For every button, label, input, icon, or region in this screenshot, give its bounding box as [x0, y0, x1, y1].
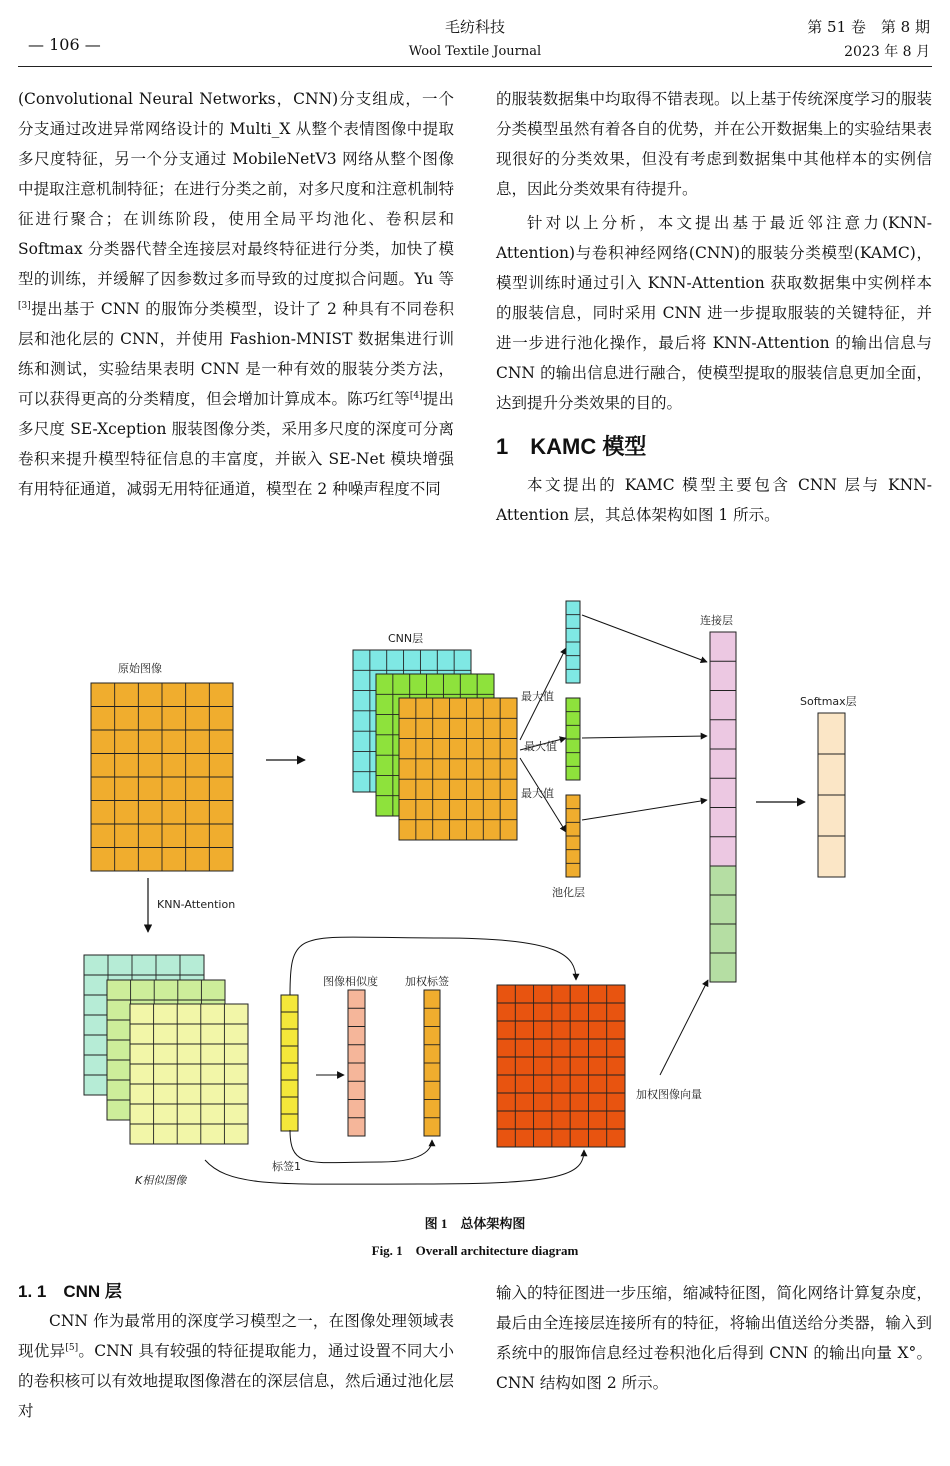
- right-paragraph-3: 本文提出的 KAMC 模型主要包含 CNN 层与 KNN-Attention 层，其总体架构如图 1 所示。: [496, 476, 932, 524]
- section-1-1-left-paragraph: [18, 1306, 454, 1426]
- softmax-layer-label: Softmax层: [800, 695, 857, 708]
- right-column-top: [496, 84, 932, 530]
- section-1-1-right-paragraph: 输入的特征图进一步压缩，缩减特征图，简化网络计算复杂度，最后由全连接层连接所有的特征，将输出值送给分类器，输入到系统中的服饰信息经过卷积池化后得到 CNN 的输出向量 X°。CNN 结构如图 2 所示。: [496, 1284, 932, 1392]
- section-heading-1-1: 1. 1 CNN 层: [18, 1282, 122, 1301]
- pooled-vector-cyan: [566, 601, 580, 683]
- max-value-label-2: 最大值: [524, 740, 557, 753]
- arrow-pool1-to-concat: [582, 615, 707, 662]
- architecture-diagram: [0, 592, 950, 1204]
- label1-label: 标签1: [272, 1160, 301, 1173]
- pooling-layer-label: 池化层: [552, 886, 585, 899]
- left-paragraph: [18, 84, 454, 504]
- citation-4: [4]: [409, 391, 423, 401]
- weighted-label-label: 加权标签: [405, 975, 449, 988]
- left-text-3: 提出多尺度 SE-Xception 服装图像分类，采用多尺度的深度可分离卷积来提升模型特征信息的丰富度，并嵌入 SE-Net 模块增强有用特征通道，减弱无用特征通道，模型在 2 种噪声程度不同: [18, 390, 454, 498]
- section-1-1-text-a: CNN 作为最常用的深度学习模型之一，在图像处理领域表现优异: [18, 1312, 454, 1360]
- figure-caption-en: Fig. 1 Overall architecture diagram: [371, 1243, 579, 1258]
- left-text-2: 提出基于 CNN 的服饰分类模型，设计了 2 种具有不同卷积层和池化层的 CNN，并使用 Fashion-MNIST 数据集进行训练和测试，实验结果表明 CNN 是一种有效的服装分类方法，可以获得更高的分类精度，但会增加计算成本。陈巧红等: [18, 300, 454, 408]
- pooled-vector-green: [566, 698, 580, 780]
- arrow-pool2-to-concat: [582, 736, 707, 738]
- page-number: — 106 —: [28, 35, 101, 54]
- cnn-layer-label: CNN层: [388, 632, 424, 645]
- concat-vector-green: [710, 866, 736, 982]
- max-value-label-3: 最大值: [521, 787, 554, 800]
- arrow-pool3-to-concat: [582, 800, 707, 820]
- right-paragraph-1: 的服装数据集中均取得不错表现。以上基于传统深度学习的服装分类模型虽然有着各自的优势，并在公开数据集上的实验结果表现很好的分类效果，但没有考虑到数据集中其他样本的实例信息，因此分类效果有待提升。: [496, 90, 932, 198]
- left-text-1: (Convolutional Neural Networks，CNN)分支组成，一个分支通过改进异常网络设计的 Multi_X 从整个表情图像中提取多尺度特征，另一个分支通过 MobileNetV3 网络从整个图像中提取注意机制特征；在进行分类之前，对多尺度和注意机制特征进行聚合；在训练阶段，使用全局平均池化、卷积层和 Softmax 分类器代替全连接层对最终特征进行分类，加快了模型的训练，并缓解了因参数过多而导致的过度拟合问题。Yu 等: [18, 90, 454, 288]
- figure-caption-cn: 图 1 总体架构图: [424, 1216, 526, 1231]
- left-column-bottom: [18, 1278, 454, 1426]
- cnn-feature-map-orange: [399, 698, 517, 840]
- arrow-to-concat-green: [660, 980, 708, 1075]
- image-similarity-label: 图像相似度: [323, 975, 378, 988]
- citation-3: [3]: [18, 301, 31, 311]
- volume-issue: 第 51 卷 第 8 期: [807, 18, 930, 36]
- citation-5: [5]: [65, 1343, 79, 1353]
- similarity-vector: [348, 990, 365, 1136]
- grid-block: [399, 698, 517, 840]
- label1-vector: [281, 995, 298, 1131]
- left-column-top: [18, 84, 454, 504]
- header-rule: [18, 66, 932, 67]
- original-image-label: 原始图像: [118, 662, 162, 675]
- section-1-1-text-b: 。CNN 具有较强的特征提取能力，通过设置不同大小的卷积核可以有效地提取图像潜在的深层信息，然后通过池化层对: [18, 1342, 454, 1420]
- k-similar-image-pale: [130, 1004, 248, 1144]
- concat-layer-label: 连接层: [700, 614, 733, 627]
- journal-title-en: Wool Textile Journal: [408, 44, 542, 59]
- right-paragraph-2: 针对以上分析，本文提出基于最近邻注意力(KNN-Attention)与卷积神经网络(CNN)的服装分类模型(KAMC)，模型训练时通过引入 KNN-Attention 获取数据集中实例样本的服装信息，同时采用 CNN 进一步提取服装的关键特征，并进一步进行池化操作，最后将 KNN-Attention 的输出信息与 CNN 的输出信息进行融合，使模型提取的服装信息更加全面，达到提升分类效果的目的。: [496, 214, 932, 412]
- k-similar-images-label: K相似图像: [135, 1174, 187, 1187]
- softmax-vector: [818, 713, 845, 877]
- weighted-vector-label: 加权图像向量: [636, 1088, 702, 1101]
- weighted-label-vector: [424, 990, 440, 1136]
- journal-title-cn: 毛纺科技: [444, 18, 505, 36]
- pooled-vector-orange: [566, 795, 580, 877]
- curve-arrow-bottom: [205, 1150, 584, 1184]
- grid-block: [130, 1004, 248, 1144]
- weighted-image-grid: [497, 985, 625, 1147]
- issue-date: 2023 年 8 月: [844, 44, 930, 60]
- grid-block: [497, 985, 625, 1147]
- max-value-label-1: 最大值: [521, 690, 554, 703]
- original-image-grid: [91, 683, 233, 871]
- knn-attention-label: KNN-Attention: [157, 898, 236, 911]
- section-heading-1: 1 KAMC 模型: [496, 434, 647, 459]
- right-column-bottom: [496, 1278, 932, 1398]
- concat-vector-pink: [710, 632, 736, 866]
